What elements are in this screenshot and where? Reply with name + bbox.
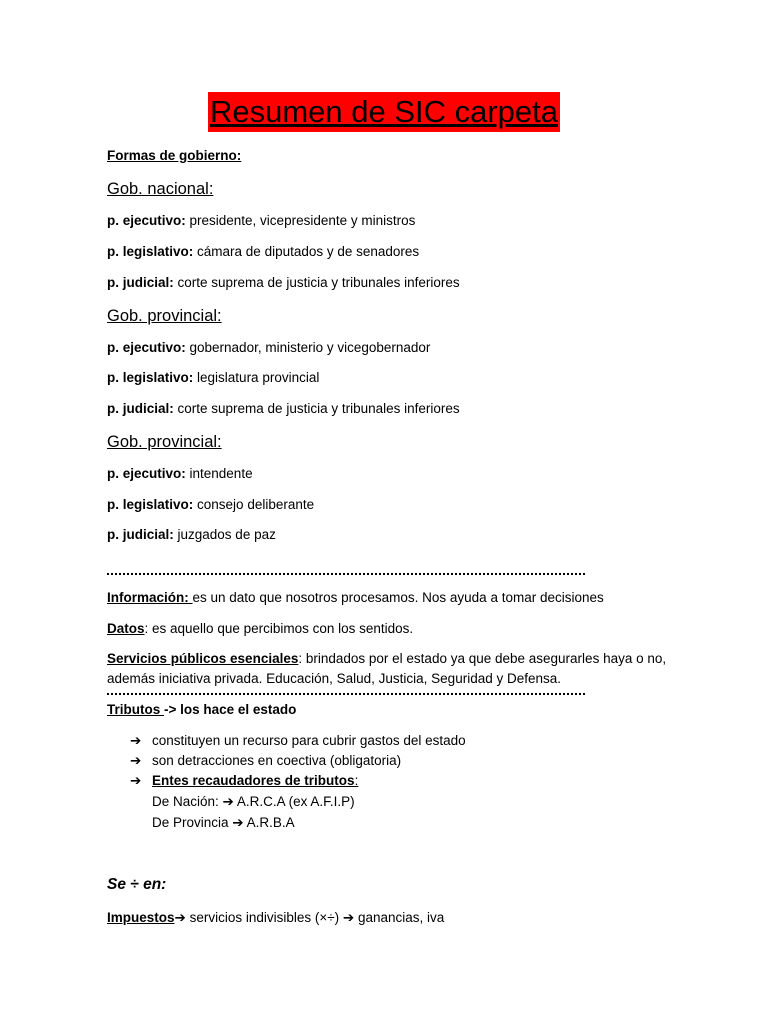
entes-label: Entes recaudadores de tributos: [152, 773, 355, 788]
judicial-text: corte suprema de justicia y tribunales inferiores: [173, 275, 460, 290]
formas-label: Formas de gobierno:: [107, 148, 242, 163]
servicios-text: : brindados por el estado ya que debe asegurarles haya o no,: [298, 651, 667, 666]
provincia-line: [152, 814, 295, 832]
municipal-judicial: [107, 526, 276, 544]
se-divide-heading: Se ÷ en:: [107, 876, 167, 893]
servicios-label: Servicios públicos esenciales: [107, 651, 299, 666]
nacional-legislativo: [107, 243, 419, 261]
judicial-label: p. judicial:: [107, 401, 174, 416]
provincial-heading: Gob. provincial:: [107, 307, 222, 325]
arrow-right-icon: ➔: [222, 794, 234, 809]
municipal-legislativo: [107, 496, 314, 514]
municipal-ejecutivo: [107, 465, 253, 483]
legislativo-text: legislatura provincial: [193, 370, 320, 385]
arrow-right-icon: ➔: [130, 733, 142, 748]
datos-label: Datos: [107, 621, 145, 636]
list-item-text: constituyen un recurso para cubrir gastos del estado: [152, 733, 466, 748]
list-item-text: son detracciones en coectiva (obligatoria): [152, 753, 402, 768]
nacional-ejecutivo: [107, 212, 415, 230]
document-title: Resumen de SIC carpeta: [208, 92, 560, 132]
legislativo-label: p. legislativo:: [107, 244, 194, 259]
nacion-label: De Nación:: [152, 794, 223, 809]
servicios-line-2: además iniciativa privada. Educación, Salud, Justicia, Seguridad y Defensa.: [107, 671, 562, 686]
legislativo-text: consejo deliberante: [193, 497, 315, 512]
impuestos-text-2: ganancias, iva: [354, 910, 445, 925]
legislativo-label: p. legislativo:: [107, 497, 194, 512]
arrow-right-icon: ➔: [130, 753, 142, 768]
judicial-label: p. judicial:: [107, 527, 174, 542]
nacional-judicial: [107, 274, 460, 292]
provincial-ejecutivo: [107, 339, 430, 357]
arrow-right-icon: ➔: [342, 910, 355, 925]
ejecutivo-label: p. ejecutivo:: [107, 340, 186, 355]
informacion-text: es un dato que nosotros procesamos. Nos ayuda a tomar decisiones: [192, 590, 604, 605]
informacion-line: [107, 589, 604, 607]
entes-colon: :: [354, 773, 359, 788]
ejecutivo-label: p. ejecutivo:: [107, 466, 186, 481]
arrow-right-icon: ➔: [130, 773, 142, 788]
title-wrap: [0, 92, 768, 132]
provincial-legislativo: [107, 369, 319, 387]
judicial-text: juzgados de paz: [173, 527, 276, 542]
tributos-label: Tributos: [107, 702, 164, 717]
arrow-right-icon: ➔: [232, 815, 244, 830]
ejecutivo-text: presidente, vicepresidente y ministros: [185, 213, 416, 228]
legislativo-text: cámara de diputados y de senadores: [193, 244, 420, 259]
datos-line: [107, 620, 413, 638]
provincial-judicial: [107, 400, 460, 418]
list-item: [130, 772, 358, 790]
provincia-value: A.R.B.A: [243, 815, 295, 830]
dotted-divider: [107, 691, 585, 695]
impuestos-text-1: servicios indivisibles (×÷): [185, 910, 343, 925]
judicial-text: corte suprema de justicia y tribunales inferiores: [173, 401, 460, 416]
impuestos-line: [107, 909, 444, 927]
municipal-heading: Gob. provincial:: [107, 433, 222, 451]
datos-text: : es aquello que percibimos con los sentidos.: [144, 621, 414, 636]
servicios-line: [107, 650, 666, 668]
legislativo-label: p. legislativo:: [107, 370, 194, 385]
dotted-divider: [107, 571, 585, 575]
informacion-label: Información:: [107, 590, 193, 605]
tributos-line: [107, 701, 296, 719]
list-item: [130, 732, 466, 750]
list-item: [130, 752, 401, 770]
provincia-label: De Provincia: [152, 815, 233, 830]
nacion-line: [152, 793, 355, 811]
ejecutivo-label: p. ejecutivo:: [107, 213, 186, 228]
nacional-heading: Gob. nacional:: [107, 180, 214, 198]
tributos-text: -> los hace el estado: [164, 702, 297, 717]
arrow-right-icon: ➔: [174, 910, 186, 925]
judicial-label: p. judicial:: [107, 275, 174, 290]
nacion-value: A.R.C.A (ex A.F.I.P): [233, 794, 355, 809]
ejecutivo-text: intendente: [185, 466, 253, 481]
ejecutivo-text: gobernador, ministerio y vicegobernador: [185, 340, 431, 355]
impuestos-label: Impuestos: [107, 910, 175, 925]
